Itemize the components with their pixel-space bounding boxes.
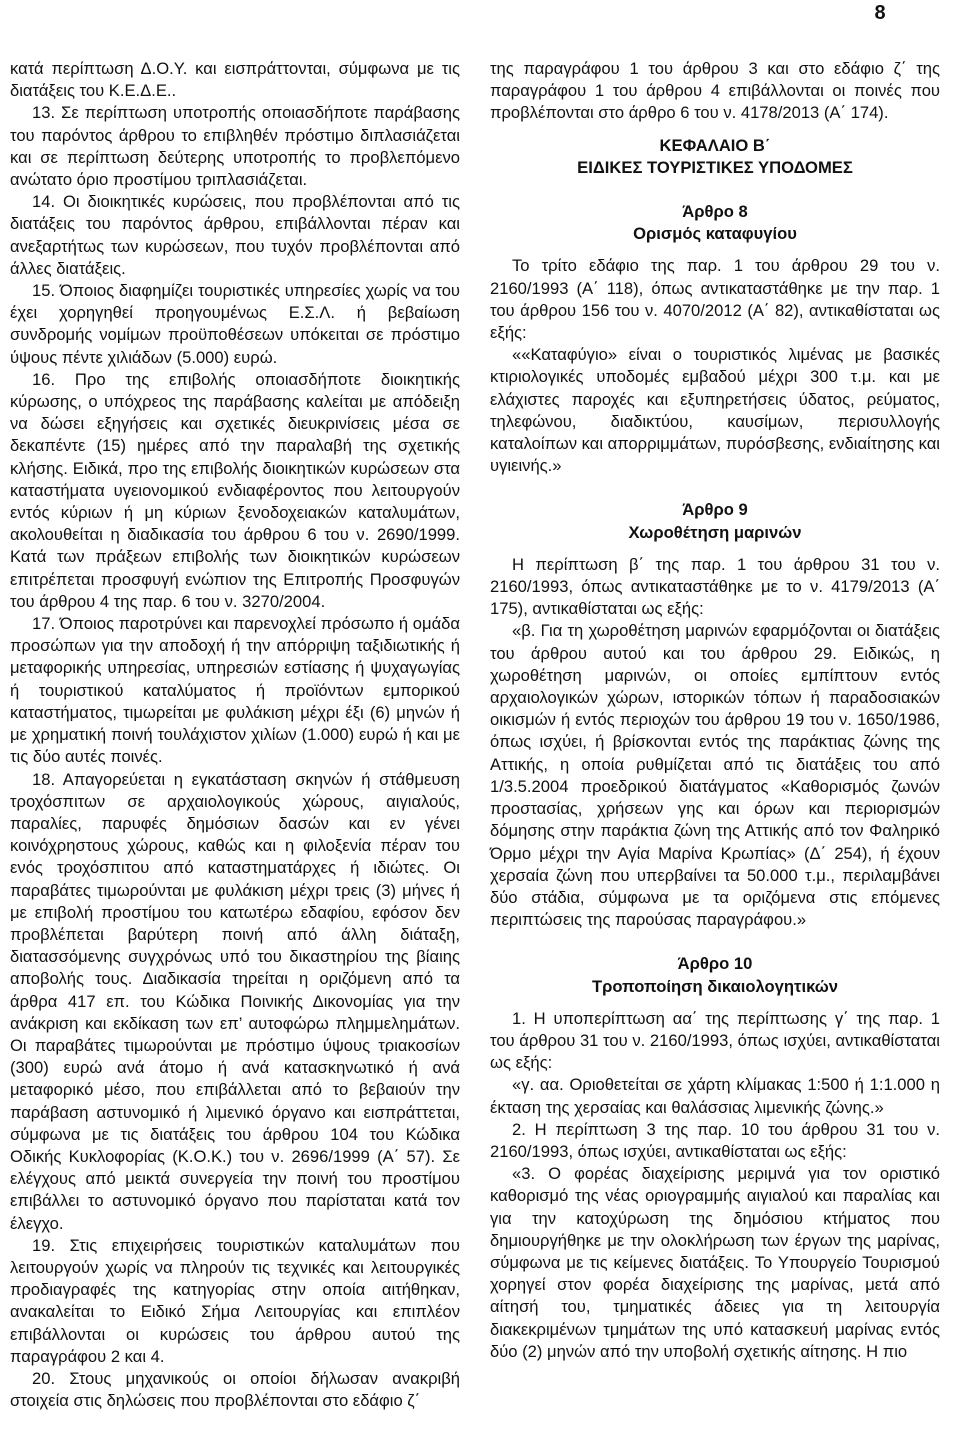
article-10-paragraph-2: «γ. αα. Οριοθετείται σε χάρτη κλίμακας 1:500 ή 1:1.000 η έκταση της χερσαίας και θαλάσσιας λιμενικής ζώνης.» [490, 1075, 940, 1117]
chapter-title: ΕΙΔΙΚΕΣ ΤΟΥΡΙΣΤΙΚΕΣ ΥΠΟΔΟΜΕΣ [577, 157, 853, 177]
article-8-title: Ορισμός καταφυγίου [633, 224, 797, 244]
paragraph-continuation: κατά περίπτωση Δ.Ο.Υ. και εισπράττονται, σύμφωνα με τις διατάξεις του Κ.Ε.Δ.Ε.. [10, 59, 460, 101]
page-number: 8 [874, 2, 886, 24]
paragraph-20: 20. Στους μηχανικούς οι οποίοι δήλωσαν ανακριβή στοιχεία στις δηλώσεις που προβλέπονται στο εδάφιο ζ΄ [10, 1368, 460, 1411]
paragraph-18: 18. Απαγορεύεται η εγκατάσταση σκηνών ή στάθμευση τροχόσπιτων σε αρχαιολογικούς χώρους, αιγιαλούς, παραλίες, παρυφές δημόσιων δασών και εν γένει κοινόχρηστους χώρους, καθώς και η φιλοξενία πέραν του ενός τροχόσπιτου από καταστηματάρχες ή ιδιώτες. Οι παραβάτες τιμωρούνται με φυλάκιση μέχρι τρεις (3) μήνες ή με επιβολή προστίμου του κατωτέρω εδαφίου, εφόσον δεν προβλέπεται βαρύτερη ποινή από άλλη διάταξη, διατασσόμενης συγχρόνως υπό του δικαστηρίου της βίαιης αποβολής τους. Διαδικασία τηρείται η οριζόμενη από τα άρθρα 417 επ. του Κώδικα Ποινικής Δικονομίας για την ανάκριση και εκδίκαση των επ’ αυτοφώρω πλημμελημάτων. Οι παραβάτες τιμωρούνται με πρόστιμο ύψους τριακοσίων (300) ευρώ ανά άτομο ή ανά κατασκηνωτικό ή ανά μεταφορικό μέσο, που επιβάλλεται από το βεβαιούν την παράβαση αστυνομικό ή λιμενικό όργανο και εισπράττεται, σύμφωνα με τις διατάξεις του άρθρου 104 του Κώδικα Οδικής Κυκλοφορίας (Κ.Ο.Κ.) του ν. 2696/1999 (Α΄ 57). Σε ελέγχους από μεικτά συνεργεία την ποινή του προστίμου επιβάλλει το αστυνομικό όργανο που παρίσταται κατά τον έλεγχο. [10, 769, 460, 1233]
article-10-paragraph-4: «3. Ο φορέας διαχείρισης μεριμνά για τον οριστικό καθορισμό της νέας οριογραμμής αιγιαλού και παραλίας και για την κατοχύρωση της δημόσιου κτήματος που δημιουργήθηκε με την ολοκλήρωση των έργων της μαρίνας, σύμφωνα με τις κείμενες διατάξεις. Το Υπουργείο Τουρισμού χορηγεί στον φορέα διαχείρισης της μαρίνας, μετά από αίτησή του, τμηματικές άδειες για τη λειτουργία διακεκριμένων τμημάτων της υπό κατασκευή μαρίνας εντός δύο (2) μηνών από την υποβολή σχετικής αίτησης. Η πιο [490, 1164, 940, 1361]
paragraph-19: 19. Στις επιχειρήσεις τουριστικών καταλυμάτων που λειτουργούν χωρίς να πληρούν τις τεχνικές και λειτουργικές προδιαγραφές της κατηγορίας στην οποία αιτήθηκαν, ανακαλείται το Ειδικό Σήμα Λειτουργίας και επιπλέον επιβάλλονται οι κυρώσεις του άρθρου αυτού της παραγράφου 2 και 4. [10, 1235, 460, 1366]
article-9-paragraph-1: Η περίπτωση β΄ της παρ. 1 του άρθρου 31 του ν. 2160/1993, όπως αντικαταστάθηκε με το ν. 4179/2013 (Α΄ 175), αντικαθίσταται ως εξής: [490, 554, 940, 619]
article-9-paragraph-2: «β. Για τη χωροθέτηση μαρινών εφαρμόζονται οι διατάξεις του άρθρου αυτού και του άρθρου 29. Ειδικώς, η χωροθέτηση μαρινών, οι οποίες εμπίπτουν εντός αρχαιολογικών χώρων, ιστορικών τόπων ή παραδοσιακών οικισμών ή εντός περιοχών του άρθρου 19 του ν. 1650/1986, όπως ισχύει, ή βρίσκονται εντός της παράκτιας ζώνης της Αττικής, η οποία ρυθμίζεται από τις διατάξεις του από 1/3.5.2004 προεδρικού διατάγματος «Καθορισμός ζωνών προστασίας, χρήσεων γης και όρων και περιορισμών δόμησης στην παράκτια ζώνη της Αττικής από τον Φαληρικό Όρμο μέχρι την Αγία Μαρίνα Κρωπίας» (Δ΄ 254), ή έχουν χερσαία ζώνη που υπερβαίνει τα 50.000 τ.μ., περιλαμβάνει δύο στάδια, σύμφωνα με τα οριζόμενα στις επόμενες περιπτώσεις της παρούσας παραγράφου.» [490, 621, 940, 930]
article-10-title: Τροποποίηση δικαιολογητικών [591, 976, 839, 996]
paragraph-16: 16. Προ της επιβολής οποιασδήποτε διοικητικής κύρωσης, ο υπόχρεος της παράβασης καλείται με απόδειξη να δώσει εξηγήσεις και σχετικές διευκρινίσεις μέσα σε δεκαπέντε (15) ημέρες από την παραλαβή της σχετικής κλήσης. Ειδικά, προ της επιβολής διοικητικών κυρώσεων στα καταστήματα υγειονομικού ενδιαφέροντος που λειτουργούν εντός κύριων ή μη κύριων ξενοδοχειακών καταλυμάτων, ακολουθείται η διαδικασία του άρθρου 6 του ν. 2690/1999. Κατά των πράξεων επιβολής των διοικητικών κυρώσεων επιτρέπεται προσφυγή ενώπιον της Επιτροπής Προσφυγών του άρθρου 4 της παρ. 6 του ν. 3270/2004. [10, 369, 460, 611]
paragraph-17: 17. Όποιος παροτρύνει και παρενοχλεί πρόσωπο ή ομάδα προσώπων για την αποδοχή ή την απόρριψη ταξιδιωτικής ή μεταφορικής υπηρεσίας, υπηρεσιών εστίασης ή ψυχαγωγίας ή τουριστικού καταλύματος ή προϊόντων εμπορικού καταστήματος, τιμωρείται με φυλάκιση μέχρι έξι (6) μηνών ή με χρηματική ποινή τουλάχιστον χιλίων (1.000) ευρώ ή και με τις δύο αυτές ποινές. [10, 614, 460, 767]
paragraph-14: 14. Οι διοικητικές κυρώσεις, που προβλέπονται από τις διατάξεις του παρόντος άρθρου, επιβάλλονται πέραν και ανεξαρτήτως των κυρώσεων, που τυχόν προβλέπονται από άλλες διατάξεις. [10, 192, 460, 278]
article-8-heading: Άρθρο 8 [682, 202, 748, 222]
chapter-heading: ΚΕΦΑΛΑΙΟ Β΄ [659, 135, 771, 155]
paragraph-13: 13. Σε περίπτωση υποτροπής οποιασδήποτε παράβασης του παρόντος άρθρου το επιβληθέν πρόστιμο διπλασιάζεται και σε περίπτωση δεύτερης υποτροπής το προβλεπόμενο ανώτατο όριο προστίμου τριπλασιάζεται. [10, 103, 460, 190]
right-column [490, 58, 940, 1363]
article-9-title: Χωροθέτηση μαρινών [628, 522, 802, 542]
article-9-heading: Άρθρο 9 [682, 500, 748, 520]
paragraph-intro: της παραγράφου 1 του άρθρου 3 και στο εδάφιο ζ΄ της παραγράφου 1 του άρθρου 4 επιβάλλονται οι ποινές που προβλέπονται στο άρθρο 6 του ν. 4178/2013 (Α΄ 174). [490, 59, 940, 123]
article-10-heading: Άρθρο 10 [677, 954, 753, 974]
paragraph-15: 15. Όποιος διαφημίζει τουριστικές υπηρεσίες χωρίς να του έχει χορηγηθεί προηγουμένως Ε.Σ.Λ. ή βεβαίωση συνδρομής νομίμων προϋποθέσεων υπόκειται σε πρόστιμο ύψους πέντε χιλιάδων (5.000) ευρώ. [10, 281, 460, 367]
article-8-paragraph-1: Το τρίτο εδάφιο της παρ. 1 του άρθρου 29 του ν. 2160/1993 (Α΄ 118), όπως αντικαταστάθηκε με την παρ. 1 του άρθρου 156 του ν. 4070/2012 (Α΄ 82), αντικαθίσταται ως εξής: [490, 256, 940, 343]
left-column [10, 58, 460, 1412]
article-8-paragraph-2: ««Καταφύγιο» είναι ο τουριστικός λιμένας με βασικές κτιριολογικές υποδομές εμβαδού μέχρι 300 τ.μ. και με ελάχιστες παροχές και εξυπηρετήσεις ύδατος, ρεύματος, τηλεφώνου, διαδικτύου, καυσίμων, περισυλλογής καταλοίπων και απορριμμάτων, πυρόσβεσης, ενδιαίτησης και υγιεινής.» [490, 345, 940, 476]
article-10-paragraph-3: 2. Η περίπτωση 3 της παρ. 10 του άρθρου 31 του ν. 2160/1993, όπως ισχύει, αντικαθίσταται ως εξής: [490, 1119, 940, 1161]
article-10-paragraph-1: 1. Η υποπερίπτωση αα΄ της περίπτωσης γ΄ της παρ. 1 του άρθρου 31 του ν. 2160/1993, όπως ισχύει, αντικαθίσταται ως εξής: [490, 1008, 940, 1073]
